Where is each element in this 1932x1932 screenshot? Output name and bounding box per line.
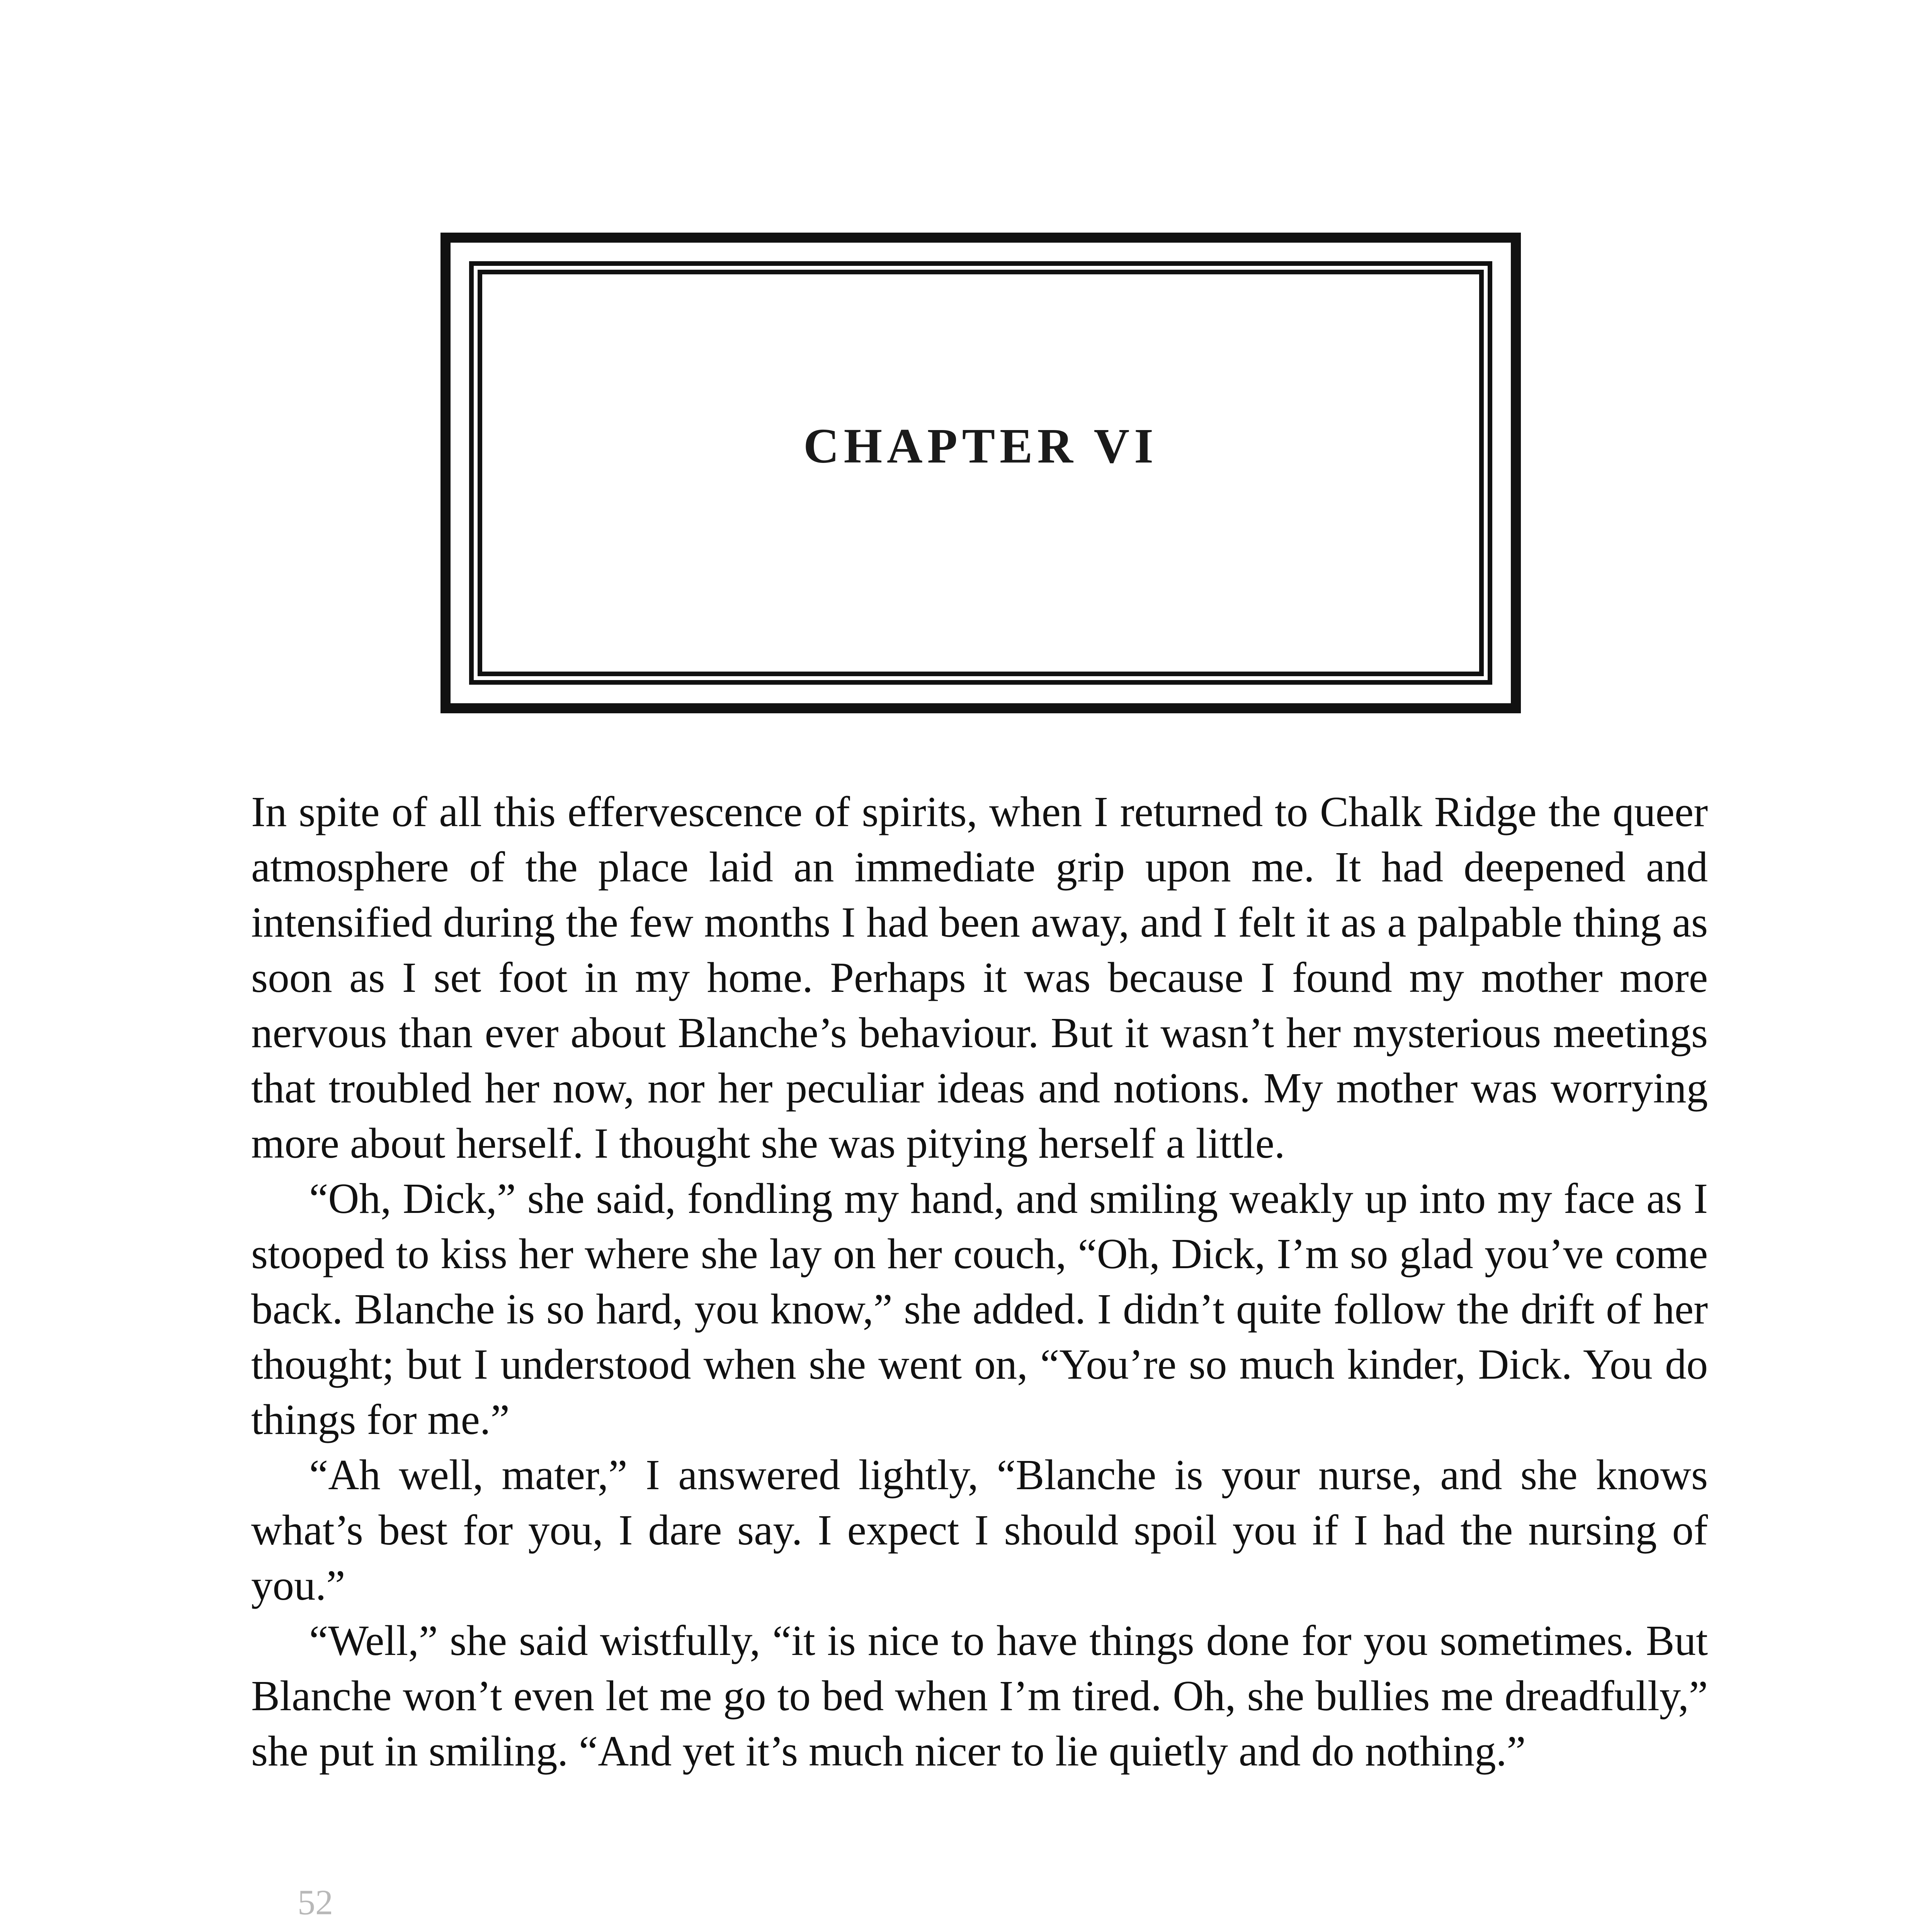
paragraph: “Oh, Dick,” she said, fondling my hand, and smiling weakly up into my face as I stooped to kiss her where she lay on her couch, “Oh, Dick, I’m so glad you’ve come back. Blanche is so hard, you know,” she added. I didn’t quite follow the drift of her thought; but I understood when she went on, “You’re so much kinder, Dick. You do things for me.” [251, 1175, 1708, 1444]
paragraph: “Ah well, mater,” I answered lightly, “Blanche is your nurse, and she knows what’s best for you, I dare say. I expect I should spoil you if I had the nursing of you.” [251, 1451, 1708, 1609]
chapter-heading-frame [440, 233, 1521, 713]
page-number: 52 [298, 1883, 333, 1922]
chapter-title: CHAPTER VI [803, 418, 1158, 473]
frame-inner-border [478, 270, 1484, 676]
paragraph: “Well,” she said wistfully, “it is nice to have things done for you sometimes. But Blanche won’t even let me go to bed when I’m tired. Oh, she bullies me dreadfully,” she put in smiling. “And yet it’s much nicer to lie quietly and do nothing.” [251, 1617, 1708, 1775]
body-text-before-break [251, 784, 1708, 1779]
paragraph: In spite of all this effervescence of spirits, when I returned to Chalk Ridge the queer atmosphere of the place laid an immediate grip upon me. It had deepened and intensified during the few months I had been away, and I felt it as a palpable thing as soon as I set foot in my home. Perhaps it was because I found my mother more nervous than ever about Blanche’s behaviour. But it wasn’t her mysterious meetings that troubled her now, nor her peculiar ideas and notions. My mother was worrying more about herself. I thought she was pitying herself a little. [251, 788, 1708, 1167]
